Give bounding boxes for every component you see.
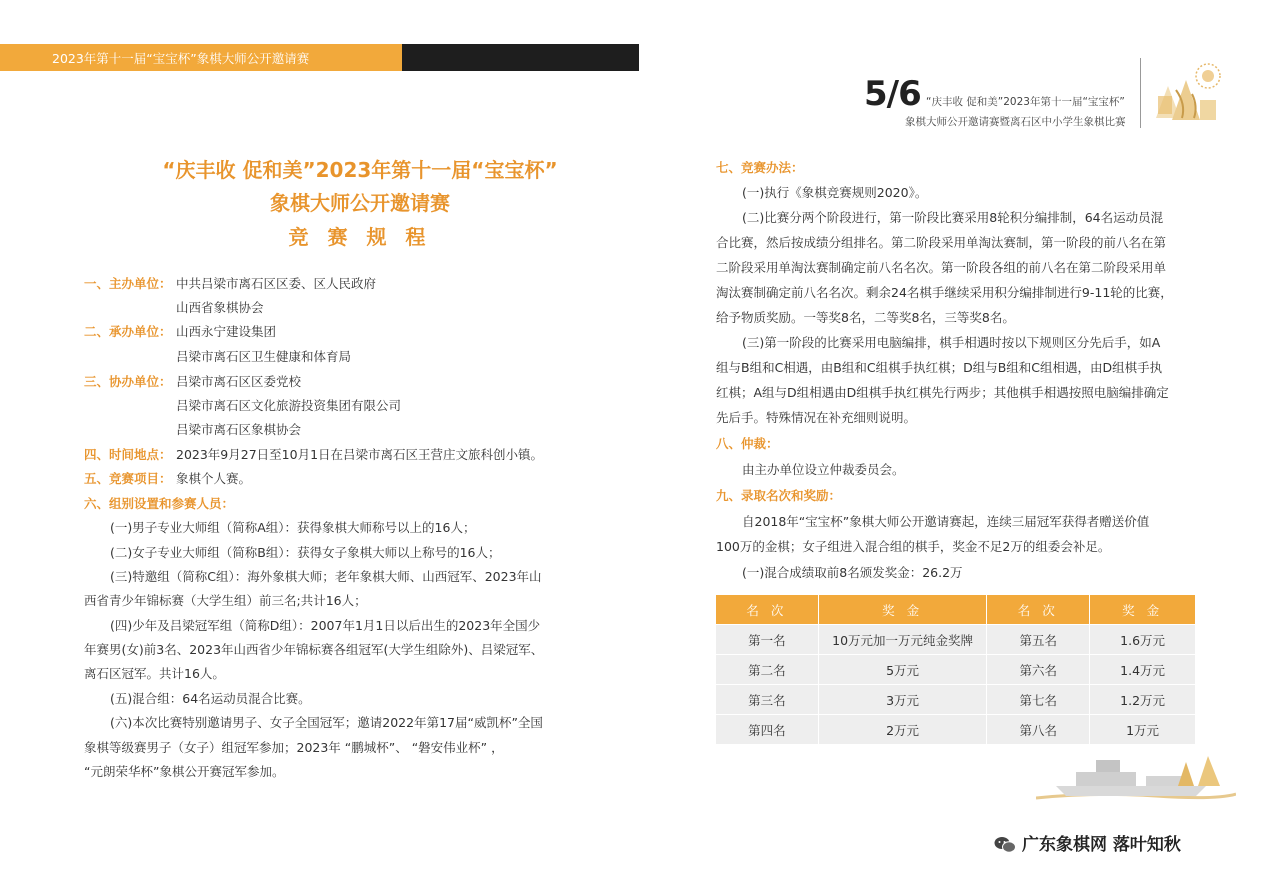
table-cell: 1.2万元 xyxy=(1090,685,1196,715)
table-header-cell: 名 次 xyxy=(716,595,819,625)
table-header-cell: 奖 金 xyxy=(818,595,987,625)
groups-paragraph: (五)混合组：64名运动员混合比赛。 xyxy=(110,691,311,706)
section-groups-label: 六、组别设置和参赛人员： xyxy=(84,496,235,511)
rules-paragraph: 淘汰赛制确定前八名名次。剩余24名棋手继续采用积分编排制进行9-11轮的比赛， xyxy=(716,285,1173,300)
header-line-2: 象棋大师公开邀请赛暨离石区中小学生象棋比赛 xyxy=(905,116,1126,128)
groups-paragraph: “元朗荣华杯”象棋公开赛冠军参加。 xyxy=(84,764,285,779)
groups-paragraph: 西省青少年锦标赛（大学生组）前三名;共计16人； xyxy=(84,593,367,608)
table-cell: 3万元 xyxy=(818,685,987,715)
groups-paragraph: 象棋等级赛男子（女子）组冠军参加；2023年 “鹏城杯”、 “磐安伟业杯” ， xyxy=(84,740,504,755)
table-cell: 第七名 xyxy=(987,685,1090,715)
top-banner xyxy=(0,44,402,71)
watermark xyxy=(994,830,1181,855)
table-header-cell: 奖 金 xyxy=(1090,595,1196,625)
section-awards-label: 九、录取名次和奖励： xyxy=(716,488,842,503)
table-cell: 2万元 xyxy=(818,715,987,745)
rules-paragraph: 给予物质奖励。一等奖8名，二等奖8名，三等奖8名。 xyxy=(716,310,1015,325)
page-numbers: 5/6 xyxy=(864,74,921,114)
section-event-label: 五、竞赛项目： xyxy=(84,471,172,486)
groups-paragraph: 离石区冠军。共计16人。 xyxy=(84,666,225,681)
prize-table xyxy=(715,594,1196,745)
awards-paragraph: (一)混合成绩取前8名颁发奖金：26.2万 xyxy=(742,565,963,580)
section-organizer-value: 山西省象棋协会 xyxy=(176,300,264,315)
section-organizer-label: 一、主办单位： xyxy=(84,276,172,291)
table-cell: 第八名 xyxy=(987,715,1090,745)
section-coorganizer-value: 吕梁市离石区文化旅游投资集团有限公司 xyxy=(176,398,402,413)
table-cell: 第五名 xyxy=(987,625,1090,655)
table-cell: 10万元加一万元纯金奖牌 xyxy=(818,625,987,655)
table-cell: 5万元 xyxy=(818,655,987,685)
table-cell: 1万元 xyxy=(1090,715,1196,745)
banner-text: 2023年第十一届“宝宝杯”象棋大师公开邀请赛 xyxy=(52,51,310,66)
section-host-value: 吕梁市离石区卫生健康和体育局 xyxy=(176,349,352,364)
section-host-value: 山西永宁建设集团 xyxy=(176,324,277,339)
table-row xyxy=(716,715,1196,745)
chess-logo-icon xyxy=(1146,56,1230,128)
groups-paragraph: (二)女子专业大师组（简称B组）：获得女子象棋大师以上称号的16人； xyxy=(110,545,501,560)
table-cell: 第二名 xyxy=(716,655,819,685)
table-row xyxy=(716,655,1196,685)
rules-paragraph: 红棋；A组与D组相遇由D组棋手执红棋先行两步；其他棋手相遇按照电脑编排确定 xyxy=(716,385,1169,400)
section-coorganizer-label: 三、协办单位： xyxy=(84,374,172,389)
section-arbitration-label: 八、仲裁： xyxy=(716,436,779,451)
doc-title-line-1: “庆丰收 促和美”2023年第十一届“宝宝杯” xyxy=(162,158,558,182)
table-header-row xyxy=(716,595,1196,625)
wechat-icon xyxy=(994,836,1016,854)
rules-paragraph: 二阶段采用单淘汰赛制确定前八名名次。第一阶段各组的前八名在第二阶段采用单 xyxy=(716,260,1167,275)
table-cell: 第三名 xyxy=(716,685,819,715)
arbitration-paragraph: 由主办单位设立仲裁委员会。 xyxy=(742,462,905,477)
section-time-value: 2023年9月27日至10月1日在吕梁市离石区王营庄文旅科创小镇。 xyxy=(176,447,544,462)
rules-paragraph: (三)第一阶段的比赛采用电脑编排，棋手相遇时按以下规则区分先后手，如A xyxy=(742,335,1161,350)
section-event-value: 象棋个人赛。 xyxy=(176,471,252,486)
doc-title-line-3: 竞 赛 规 程 xyxy=(288,225,432,249)
rules-paragraph: 先后手。特殊情况在补充细则说明。 xyxy=(716,410,917,425)
groups-paragraph: (六)本次比赛特别邀请男子、女子全国冠军；邀请2022年第17届“威凯杯”全国 xyxy=(110,715,543,730)
rules-paragraph: 合比赛，然后按成绩分组排名。第二阶段采用单淘汰赛制，第一阶段的前八名在第 xyxy=(716,235,1167,250)
section-coorganizer-value: 吕梁市离石区区委党校 xyxy=(176,374,302,389)
ship-illustration-icon xyxy=(1036,742,1236,802)
table-cell: 1.6万元 xyxy=(1090,625,1196,655)
awards-paragraph: 100万的金棋；女子组进入混合组的棋手，奖金不足2万的组委会补足。 xyxy=(716,539,1111,554)
section-rules-label: 七、竞赛办法： xyxy=(716,160,804,175)
section-host-label: 二、承办单位： xyxy=(84,324,172,339)
groups-paragraph: (三)特邀组（简称C组）：海外象棋大师；老年象棋大师、山西冠军、2023年山 xyxy=(110,569,542,584)
table-row xyxy=(716,625,1196,655)
section-organizer-value: 中共吕梁市离石区区委、区人民政府 xyxy=(176,276,377,291)
section-coorganizer-value: 吕梁市离石区象棋协会 xyxy=(176,422,302,437)
awards-paragraph: 自2018年“宝宝杯”象棋大师公开邀请赛起，连续三届冠军获得者赠送价值 xyxy=(742,514,1150,529)
table-cell: 第一名 xyxy=(716,625,819,655)
doc-title-line-2: 象棋大师公开邀请赛 xyxy=(270,191,450,215)
rules-paragraph: 组与B组和C相遇，由B组和C组棋手执红棋；D组与B组和C组相遇，由D组棋手执 xyxy=(716,360,1163,375)
groups-paragraph: (四)少年及吕梁冠军组（简称D组）：2007年1月1日以后出生的2023年全国少 xyxy=(110,618,541,633)
table-cell: 第六名 xyxy=(987,655,1090,685)
table-cell: 1.4万元 xyxy=(1090,655,1196,685)
groups-paragraph: 年赛男(女)前3名、2023年山西省少年锦标赛各组冠军(大学生组除外)、吕梁冠军、 xyxy=(84,642,544,657)
section-time-label: 四、时间地点： xyxy=(84,447,172,462)
header-divider xyxy=(1140,58,1141,128)
top-banner-dark xyxy=(402,44,639,71)
table-cell: 第四名 xyxy=(716,715,819,745)
rules-paragraph: (二)比赛分两个阶段进行，第一阶段比赛采用8轮积分编排制，64名运动员混 xyxy=(742,210,1164,225)
rules-paragraph: (一)执行《象棋竞赛规则2020》。 xyxy=(742,185,928,200)
table-header-cell: 名 次 xyxy=(987,595,1090,625)
groups-paragraph: (一)男子专业大师组（简称A组）：获得象棋大师称号以上的16人； xyxy=(110,520,476,535)
header-line-1: “庆丰收 促和美”2023年第十一届“宝宝杯” xyxy=(926,96,1125,108)
watermark-text: 广东象棋网 落叶知秋 xyxy=(1022,835,1181,855)
table-row xyxy=(716,685,1196,715)
